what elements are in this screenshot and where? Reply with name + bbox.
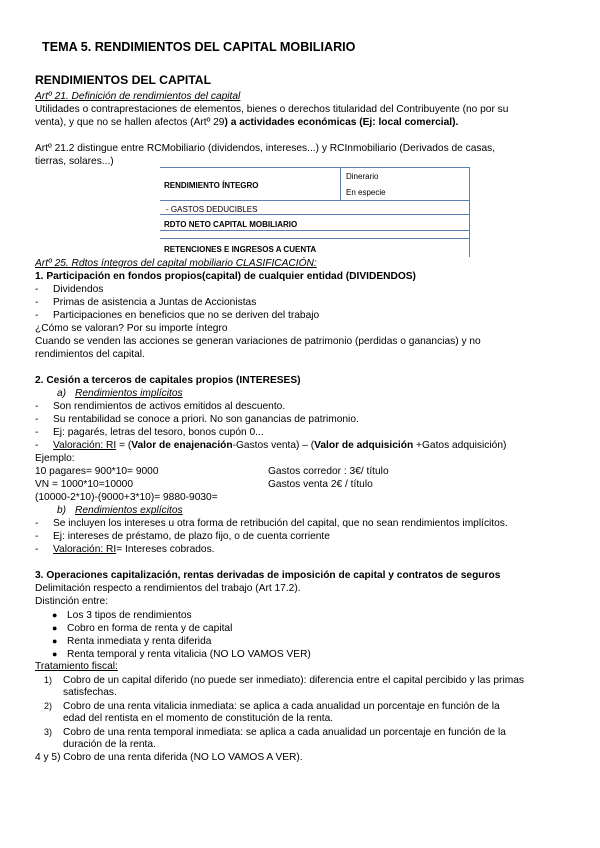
art21-text: ) a actividades económicas (Ej: local comercial). [224,117,459,128]
table-border [469,167,470,257]
list-item-text: Renta temporal y renta vitalicia (NO LO VAMOS VER) [67,649,311,660]
list-item: - Ej: pagarés, letras del tesoro, bonos cupón 0... [35,427,264,438]
list-item-text: Dividendos [53,284,104,295]
subsection-a-title: Rendimientos implícitos [75,388,183,399]
section-1-question: ¿Cómo se valoran? Por su importe íntegro [35,323,228,334]
list-item: ● Renta temporal y renta vitalicia (NO LO VAMOS VER) [52,649,311,660]
list-item-text: Su rentabilidad se conoce a priori. No son ganancias de patrimonio. [53,414,359,425]
valoracion-text: -Gastos venta) – ( [232,440,315,451]
valoracion-explicitos: - Valoración: RI= Intereses cobrados. [35,544,215,555]
ejemplo-line: Gastos corredor : 3€/ título [268,466,389,477]
table-cell: RENDIMIENTO ÍNTEGRO [164,181,259,190]
numbered-text: Cobro de una renta vitalicia inmediata: se aplica a cada anualidad un porcentaje en función de la [63,701,500,712]
subsection-mark: b) [57,505,67,516]
section-2-heading: 2. Cesión a terceros de capitales propios (INTERESES) [35,375,301,386]
ejemplo-label: Ejemplo: [35,453,75,464]
subsection-mark: a) [57,388,67,399]
art25-heading: Artº 25. Rdtos íntegros del capital mobiliario CLASIFICACIÓN: [35,258,317,269]
list-item: - Primas de asistencia a Juntas de Accionistas [35,297,257,308]
list-item-text: Los 3 tipos de rendimientos [67,610,192,621]
section-heading: RENDIMIENTOS DEL CAPITAL [35,73,212,87]
numbered-mark: 1) [44,675,53,685]
numbered-item [44,674,524,688]
section-3-heading: 3. Operaciones capitalización, rentas derivadas de imposición de capital y contratos de seguros [35,570,501,581]
list-item-text: Se incluyen los intereses u otra forma de retribución del capital, que no sean rendimientos implícitos. [53,518,508,529]
numbered-item-cont: duración de la renta. [63,739,156,750]
valoracion-label: Valoración: RI [53,544,117,555]
list-item-text: Ej: pagarés, letras del tesoro, bonos cupón 0... [53,427,264,438]
numbered-item-cont: edad del rentista en el momento de constitución de la renta. [63,713,334,724]
list-item: - Ej: intereses de préstamo, de plazo fijo, o de cuenta corriente [35,531,330,542]
ejemplo-line: Gastos venta 2€ / título [268,479,373,490]
table-cell: Dinerario [346,172,379,181]
art21-heading: Artº 21. Definición de rendimientos del capital [35,91,241,102]
numbered-item [44,700,500,714]
art21-2-paragraph-line: Artº 21.2 distingue entre RCMobiliario (dividendos, intereses...) y RCInmobiliario (Derivados de casas, [35,143,496,154]
numbered-text: Cobro de un capital diferido (no puede ser inmediato): diferencia entre el capital percibido y las primas [63,675,524,686]
list-item-text: Ej: intereses de préstamo, de plazo fijo, o de cuenta corriente [53,531,330,542]
valoracion-text: Valor de enajenación [131,440,233,451]
section-3-paragraph: Distinción entre: [35,596,109,607]
section-1-paragraph: rendimientos del capital. [35,349,145,360]
subsection-b [57,505,183,518]
art21-paragraph-line: Utilidades o contraprestaciones de elementos, bienes o derechos titularidad del Contribuyente (no por su [35,104,509,115]
document-title: TEMA 5. RENDIMIENTOS DEL CAPITAL MOBILIARIO [42,40,356,54]
subsection-b-title: Rendimientos explícitos [75,505,183,516]
list-item-text: Primas de asistencia a Juntas de Accionistas [53,297,257,308]
section-3-paragraph: Delimitación respecto a rendimientos del trabajo (Art 17.2). [35,583,301,594]
numbered-item-cont: satisfechas. [63,687,117,698]
table-cell: - GASTOS DEDUCIBLES [166,205,258,214]
list-item: - Son rendimientos de activos emitidos al descuento. [35,401,286,412]
table-cell: RDTO NETO CAPITAL MOBILIARIO [164,220,298,229]
valoracion-text: = Intereses cobrados. [116,544,215,555]
valoracion-implicitos: - Valoración: RI = (Valor de enajenación-Gastos venta) – (Valor de adquisición +Gatos adquisición) [35,440,507,451]
list-item-text: Son rendimientos de activos emitidos al descuento. [53,401,286,412]
section-1-paragraph: Cuando se venden las acciones se generan variaciones de patrimonio (perdidas o ganancias) y no [35,336,481,347]
ejemplo-line: (10000-2*10)-(9000+3*10)= 9880-9030= [35,492,218,503]
list-item: ● Los 3 tipos de rendimientos [52,610,192,621]
list-item: ● Renta inmediata y renta diferida [52,636,212,647]
section-1-heading: 1. Participación en fondos propios(capital) de cualquier entidad (DIVIDENDOS) [35,271,416,282]
list-item: - Participaciones en beneficios que no se deriven del trabajo [35,310,320,321]
table-border [160,167,470,168]
list-item: - Se incluyen los intereses u otra forma de retribución del capital, que no sean rendimientos implícitos. [35,518,508,529]
list-item-text: Renta inmediata y renta diferida [67,636,212,647]
art21-paragraph-line [35,117,458,130]
table-border [160,200,470,201]
art21-text: venta), y que no se hallen afectos (Artº 29 [35,117,225,128]
table-cell: En especie [346,188,386,197]
numbered-mark: 2) [44,701,53,711]
numbered-text: Cobro de una renta temporal inmediata: se aplica a cada anualidad un porcentaje en función de la [63,727,506,738]
valoracion-text: +Gatos adquisición) [413,440,507,451]
list-item-text: Cobro en forma de renta y de capital [67,623,233,634]
ejemplo-line: 10 pagares= 900*10= 9000 [35,466,159,477]
list-item: - Su rentabilidad se conoce a priori. No son ganancias de patrimonio. [35,414,359,425]
numbered-item [44,726,506,740]
table-border [340,167,341,200]
subsection-a [57,388,183,401]
table-cell: RETENCIONES E INGRESOS A CUENTA [164,245,317,254]
list-item: - Dividendos [35,284,104,295]
valoracion-label: Valoración: RI [53,440,117,451]
valoracion-text: = ( [116,440,132,451]
list-item: ● Cobro en forma de renta y de capital [52,623,233,634]
table-border [160,238,470,239]
numbered-mark: 3) [44,727,53,737]
valoracion-text: Valor de adquisición [314,440,414,451]
art21-2-paragraph-line: tierras, solares...) [35,156,114,167]
section-3-last: 4 y 5) Cobro de una renta diferida (NO LO VAMOS A VER). [35,752,303,763]
tratamiento-heading: Tratamiento fiscal: [35,661,118,672]
rendimiento-table [160,167,470,257]
list-item-text: Participaciones en beneficios que no se deriven del trabajo [53,310,320,321]
ejemplo-line: VN = 1000*10=10000 [35,479,133,490]
